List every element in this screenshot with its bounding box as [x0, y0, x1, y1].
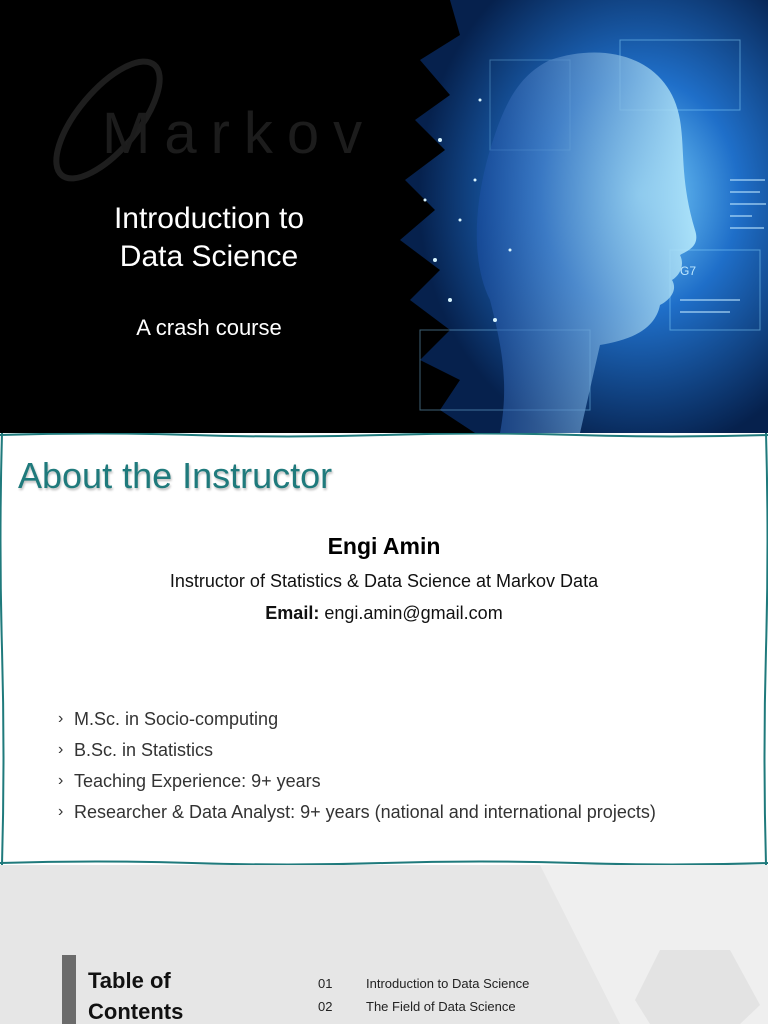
- list-item-text: Teaching Experience: 9+ years: [74, 770, 321, 791]
- chevron-right-icon: ›: [58, 771, 64, 789]
- list-item-text: Researcher & Data Analyst: 9+ years (national and international projects): [74, 801, 656, 822]
- art-label: G7: [680, 264, 697, 278]
- toc-item[interactable]: [318, 995, 529, 1018]
- accent-bar: [62, 955, 76, 1024]
- toc-item-number: 02: [318, 999, 333, 1014]
- instructor-role: Instructor of Statistics & Data Science at Markov Data: [169, 571, 599, 591]
- toc-item-number: 01: [318, 976, 333, 991]
- list-item: [58, 734, 656, 765]
- toc-list: [318, 972, 529, 1018]
- toc-item-label: The Field of Data Science: [366, 999, 516, 1014]
- ai-head-illustration: [380, 0, 768, 433]
- slide-title: [60, 200, 358, 276]
- toc-heading-line-2: Contents: [88, 999, 184, 1024]
- credentials-list: [58, 703, 656, 827]
- toc-slide: [0, 865, 768, 1024]
- list-item-text: B.Sc. in Statistics: [74, 739, 214, 760]
- title-slide: [0, 0, 768, 433]
- toc-item-label: Introduction to Data Science: [366, 976, 530, 991]
- instructor-name: Engi Amin: [327, 533, 441, 559]
- slide-subtitle: A crash course: [136, 315, 282, 340]
- chevron-right-icon: ›: [58, 802, 64, 820]
- instructor-email: [0, 603, 768, 624]
- toc-heading-line-1: Table of: [88, 968, 171, 993]
- toc-heading: [88, 965, 183, 1024]
- list-item: [58, 703, 656, 734]
- watermark-text: Markov: [102, 101, 377, 166]
- chevron-right-icon: ›: [58, 709, 64, 727]
- list-item: [58, 796, 656, 827]
- email-label: Email:: [265, 603, 320, 623]
- list-item: [58, 765, 656, 796]
- title-line-2: Data Science: [119, 240, 299, 273]
- instructor-slide: [0, 433, 768, 865]
- email-value[interactable]: engi.amin@gmail.com: [324, 603, 503, 623]
- list-item-text: M.Sc. in Socio-computing: [74, 708, 279, 729]
- title-line-1: Introduction to: [113, 202, 305, 235]
- toc-item[interactable]: [318, 972, 529, 995]
- chevron-right-icon: ›: [58, 740, 64, 758]
- section-heading: About the Instructor: [18, 455, 333, 496]
